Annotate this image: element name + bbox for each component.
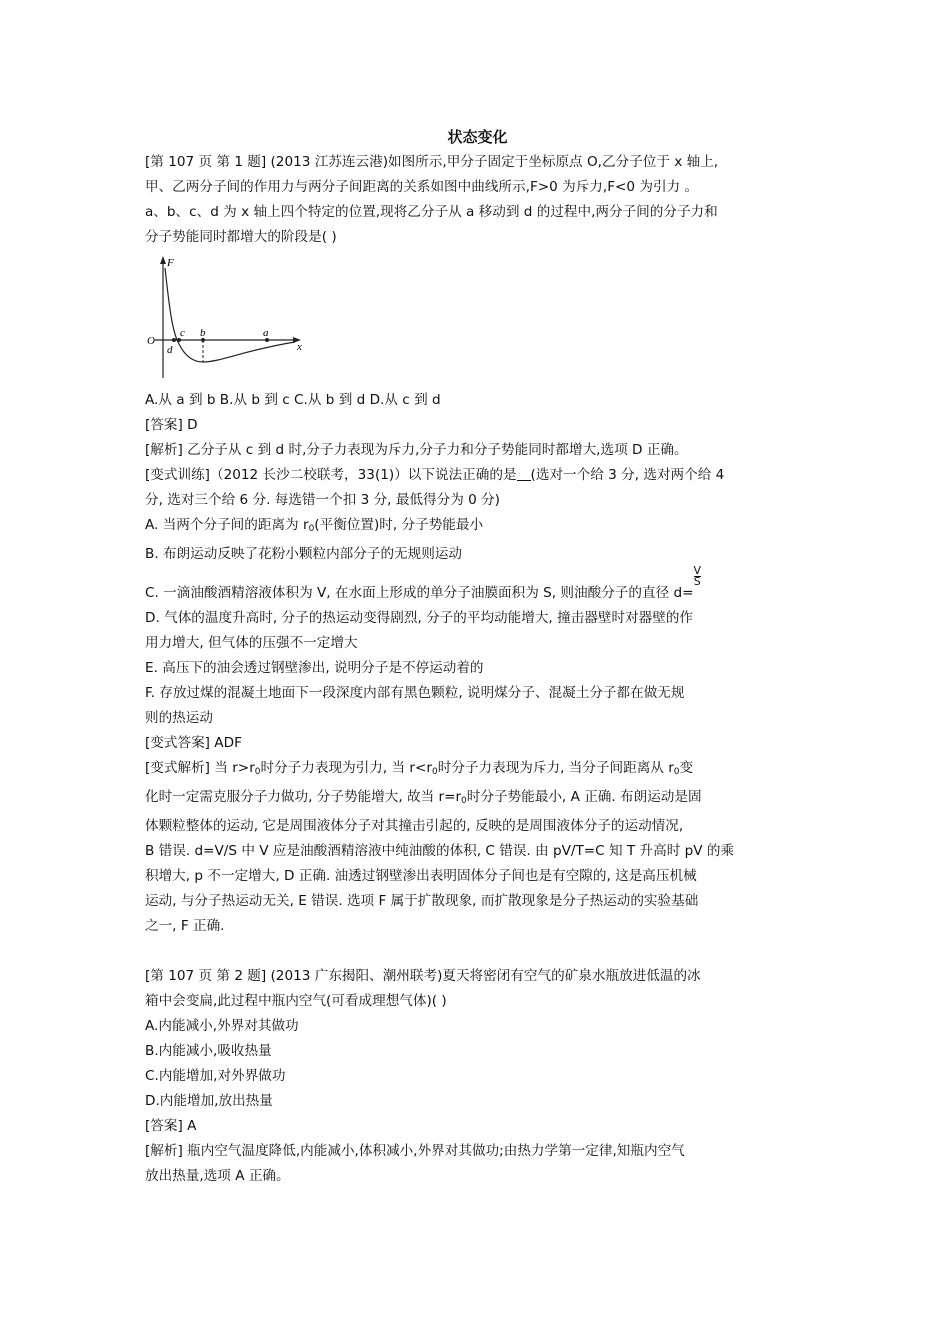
variant-analysis-line: 运动, 与分子热运动无关, E 错误. 选项 F 属于扩散现象, 而扩散现象是分子热运动的实验基础 [145, 893, 699, 909]
q2-answer: [答案] A [145, 1118, 197, 1134]
q1-stem-line: 分子势能同时都增大的阶段是( ) [145, 229, 337, 245]
document-page [145, 126, 810, 1189]
variant-stem-line: [变式训练]（2012 长沙二校联考，33(1)）以下说法正确的是 (选对一个给 3 分, 选对两个给 4 [145, 467, 725, 483]
variant-option-b: B. 布朗运动反映了花粉小颗粒内部分子的无规则运动 [145, 546, 463, 562]
v-over-s-fraction: $\frac{V}{S}$ [693, 564, 702, 588]
variant-analysis-line: 之一, F 正确. [145, 918, 225, 934]
label-d: d [167, 344, 173, 356]
variant-analysis-line: B 错误. d=V/S 中 V 应是油酸酒精溶液中纯油酸的体积, C 错误. 由 pV/T=C 知 T 升高时 pV 的乘 [145, 843, 735, 859]
variant-option-c: C. 一滴油酸酒精溶液体积为 V, 在水面上形成的单分子油膜面积为 S, 则油酸分子的直径 d= $\frac{V}{S}$ [145, 564, 702, 601]
q2-stem-line: [第 107 页 第 2 题] (2013 广东揭阳、潮州联考)夏天将密闭有空气的矿泉水瓶放进低温的冰 [145, 968, 701, 984]
q2-option-d: D.内能增加,放出热量 [145, 1093, 273, 1109]
q2-option-c: C.内能增加,对外界做功 [145, 1068, 286, 1084]
label-b: b [200, 327, 206, 339]
force-curve [165, 268, 295, 362]
variant-analysis-line: 体颗粒整体的运动, 它是周围液体分子对其撞击引起的, 反映的是周围液体分子的运动情况, [145, 818, 684, 834]
force-curve-svg [145, 254, 315, 382]
variant-answer: [变式答案] ADF [145, 735, 242, 751]
variant-stem-line: 分, 选对三个给 6 分. 每选错一个扣 3 分, 最低得分为 0 分) [145, 492, 500, 508]
page-title: 状态变化 [447, 128, 508, 146]
spacer [145, 939, 810, 964]
point-d [172, 338, 176, 342]
variant-option-d: D. 气体的温度升高时, 分子的热运动变得剧烈, 分子的平均动能增大, 撞击器壁时对器壁的作 [145, 610, 694, 626]
q1-stem-line: 甲、乙两分子间的作用力与两分子间距离的关系如图中曲线所示,F>0 为斥力,F<0 为引力 。 [145, 179, 699, 195]
label-a: a [263, 327, 269, 339]
label-x: x [297, 341, 302, 353]
label-c: c [180, 327, 185, 339]
variant-option-f-cont: 则的热运动 [145, 710, 213, 726]
variant-option-e: E. 高压下的油会透过钢壁渗出, 说明分子是不停运动着的 [145, 660, 484, 676]
q1-answer: [答案] D [145, 417, 198, 433]
f-axis-arrow [160, 256, 166, 264]
q1-stem-line: a、b、c、d 为 x 轴上四个特定的位置,现将乙分子从 a 移动到 d 的过程中,两分子间的分子力和 [145, 204, 718, 220]
variant-option-a: A. 当两个分子间的距离为 $r_0$(平衡位置)时, 分子势能最小 [145, 517, 484, 534]
label-f: F [167, 257, 174, 269]
q2-option-b: B.内能减小,吸收热量 [145, 1043, 272, 1059]
variant-analysis-line: 化时一定需克服分子力做功, 分子势能增大, 故当 $r=r_0$时分子势能最小, A 正确. 布朗运动是固 [145, 789, 702, 806]
force-distance-figure [145, 254, 810, 382]
q2-stem-line: 箱中会变扁,此过程中瓶内空气(可看成理想气体)( ) [145, 993, 447, 1009]
label-o: O [147, 335, 155, 347]
q2-option-a: A.内能减小,外界对其做功 [145, 1018, 299, 1034]
q2-analysis-line: 放出热量,选项 A 正确。 [145, 1168, 290, 1184]
answer-blank [517, 468, 531, 481]
q1-analysis: [解析] 乙分子从 c 到 d 时,分子力表现为斥力,分子力和分子势能同时都增大,选项 D 正确。 [145, 442, 688, 458]
variant-option-d-cont: 用力增大, 但气体的压强不一定增大 [145, 635, 358, 651]
variant-analysis-line: 积增大, p 不一定增大, D 正确. 油透过钢壁渗出表明固体分子间也是有空隙的, 这是高压机械 [145, 868, 697, 884]
q1-options: A.从 a 到 b B.从 b 到 c C.从 b 到 d D.从 c 到 d [145, 392, 441, 408]
q2-analysis-line: [解析] 瓶内空气温度降低,内能减小,体积减小,外界对其做功;由热力学第一定律,知瓶内空气 [145, 1143, 685, 1159]
variant-analysis-line: [变式解析] 当 $r>r_0$时分子力表现为引力, 当 $r<r_0$时分子力表现为斥力, 当分子间距离从 $r_0$变 [145, 760, 694, 777]
q1-stem-line: [第 107 页 第 1 题] (2013 江苏连云港)如图所示,甲分子固定于坐标原点 O,乙分子位于 x 轴上, [145, 154, 719, 170]
variant-option-f: F. 存放过煤的混凝土地面下一段深度内部有黑色颗粒, 说明煤分子、混凝土分子都在做无规 [145, 685, 685, 701]
